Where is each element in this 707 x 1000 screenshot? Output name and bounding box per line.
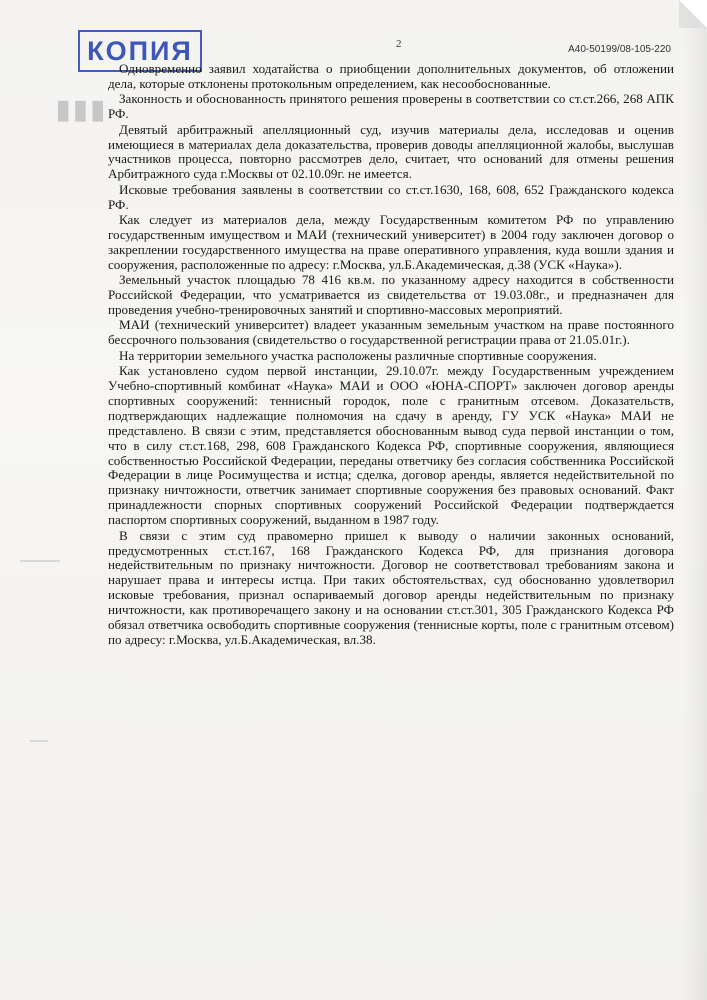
paragraph: Как установлено судом первой инстанции, 29.10.07г. между Государственным учреждением Учебно-спортивный комбинат «Наука» МАИ и ООО «ЮНА-СПОРТ» заключен договор аренды спортивных сооружений: теннисный городок, поле с гранитным отсевом. Доказательств, подтверждающих надлежащие полномочия на сдачу в аренду, ГУ УСК «Наука» МАИ не представлено. В связи с этим, представляется обоснованным вывод суда первой инстанции о том, что в силу ст.ст.168, 298, 608 Гражданского Кодекса РФ, спортивные сооружения, являющиеся собственностью Российской Федерации, переданы ответчику без согласия собственника Российской Федерации в лице Росимущества и истца; сделка, договор аренды, является недействительной по признаку ничтожности, ответчик занимает спортивные сооружения без правовых оснований. Факт принадлежности спорных спортивных сооружений Российской Федерации подтверждается паспортом спортивных сооружений, выданном в 1987 году. <box>108 363 674 528</box>
paragraph: В связи с этим суд правомерно пришел к выводу о наличии законных оснований, предусмотренных ст.ст.167, 168 Гражданского Кодекса РФ, для признания договора недействительным по признаку ничтожности. Договор не соответствовал требованиям закона и нарушает права и интересы истца. При таких обстоятельствах, суд обоснованно удовлетворил исковые требования, признал оспариваемый договор аренды недействительным по признаку ничтожности, как противоречащего закону и на основании ст.ст.301, 305 Гражданского Кодекса РФ обязал ответчика освободить спортивные сооружения (теннисные корты, поле с гранитным отсевом) по адресу: г.Москва, ул.Б.Академическая, вл.38. <box>108 527 674 647</box>
bleed-through-mark: ▮▮▮ <box>56 94 108 124</box>
page-corner-fold <box>679 0 707 28</box>
case-number: А40-50199/08-105-220 <box>568 44 671 55</box>
page-fold-shadow <box>683 0 707 1000</box>
paragraph: Как следует из материалов дела, между Государственным комитетом РФ по управлению государственным имуществом и МАИ (технический университет) в 2004 году заключен договор о закреплении государственного имущества на праве оперативного управления, куда вошли здания и сооружения, расположенные по адресу: г.Москва, ул.Б.Академическая, д.38 (УСК «Наука»). <box>108 212 674 272</box>
paragraph: Земельный участок площадью 78 416 кв.м. по указанному адресу находится в собственности Российской Федерации, что усматривается из свидетельства от 19.03.08г., и предназначен для проведения учебно-тренировочных занятий и спортивно-массовых мероприятий. <box>108 272 674 317</box>
paragraph: Законность и обоснованность принятого решения проверены в соответствии со ст.ст.266, 268 АПК РФ. <box>108 91 674 122</box>
margin-speck <box>30 740 48 742</box>
paragraph: Девятый арбитражный апелляционный суд, изучив материалы дела, исследовав и оценив имеющиеся в материалах дела доказательства, проверив доводы апелляционной жалобы, выслушав участников процесса, повторно рассмотрев дело, считает, что оснований для отмены решения Арбитражного суда г.Москвы от 02.10.09г. не имеется. <box>108 121 674 182</box>
paragraph: На территории земельного участка расположены различные спортивные сооружения. <box>119 347 597 363</box>
paragraph: Одновременно заявил ходатайства о приобщении дополнительных документов, об отложении дела, которые отклонены протокольным определением, как несообоснованные. <box>108 61 674 91</box>
paragraph: МАИ (технический университет) владеет указанным земельным участком на праве постоянного бессрочного пользования (свидетельство о государственной регистрации права от 21.05.01г.). <box>108 317 674 348</box>
margin-speck <box>20 560 60 562</box>
paragraph: Исковые требования заявлены в соответствии со ст.ст.1630, 168, 608, 652 Гражданского кодекса РФ. <box>108 181 674 212</box>
page-number: 2 <box>396 38 402 50</box>
document-body <box>108 62 674 648</box>
copy-stamp: КОПИЯ <box>78 30 202 72</box>
